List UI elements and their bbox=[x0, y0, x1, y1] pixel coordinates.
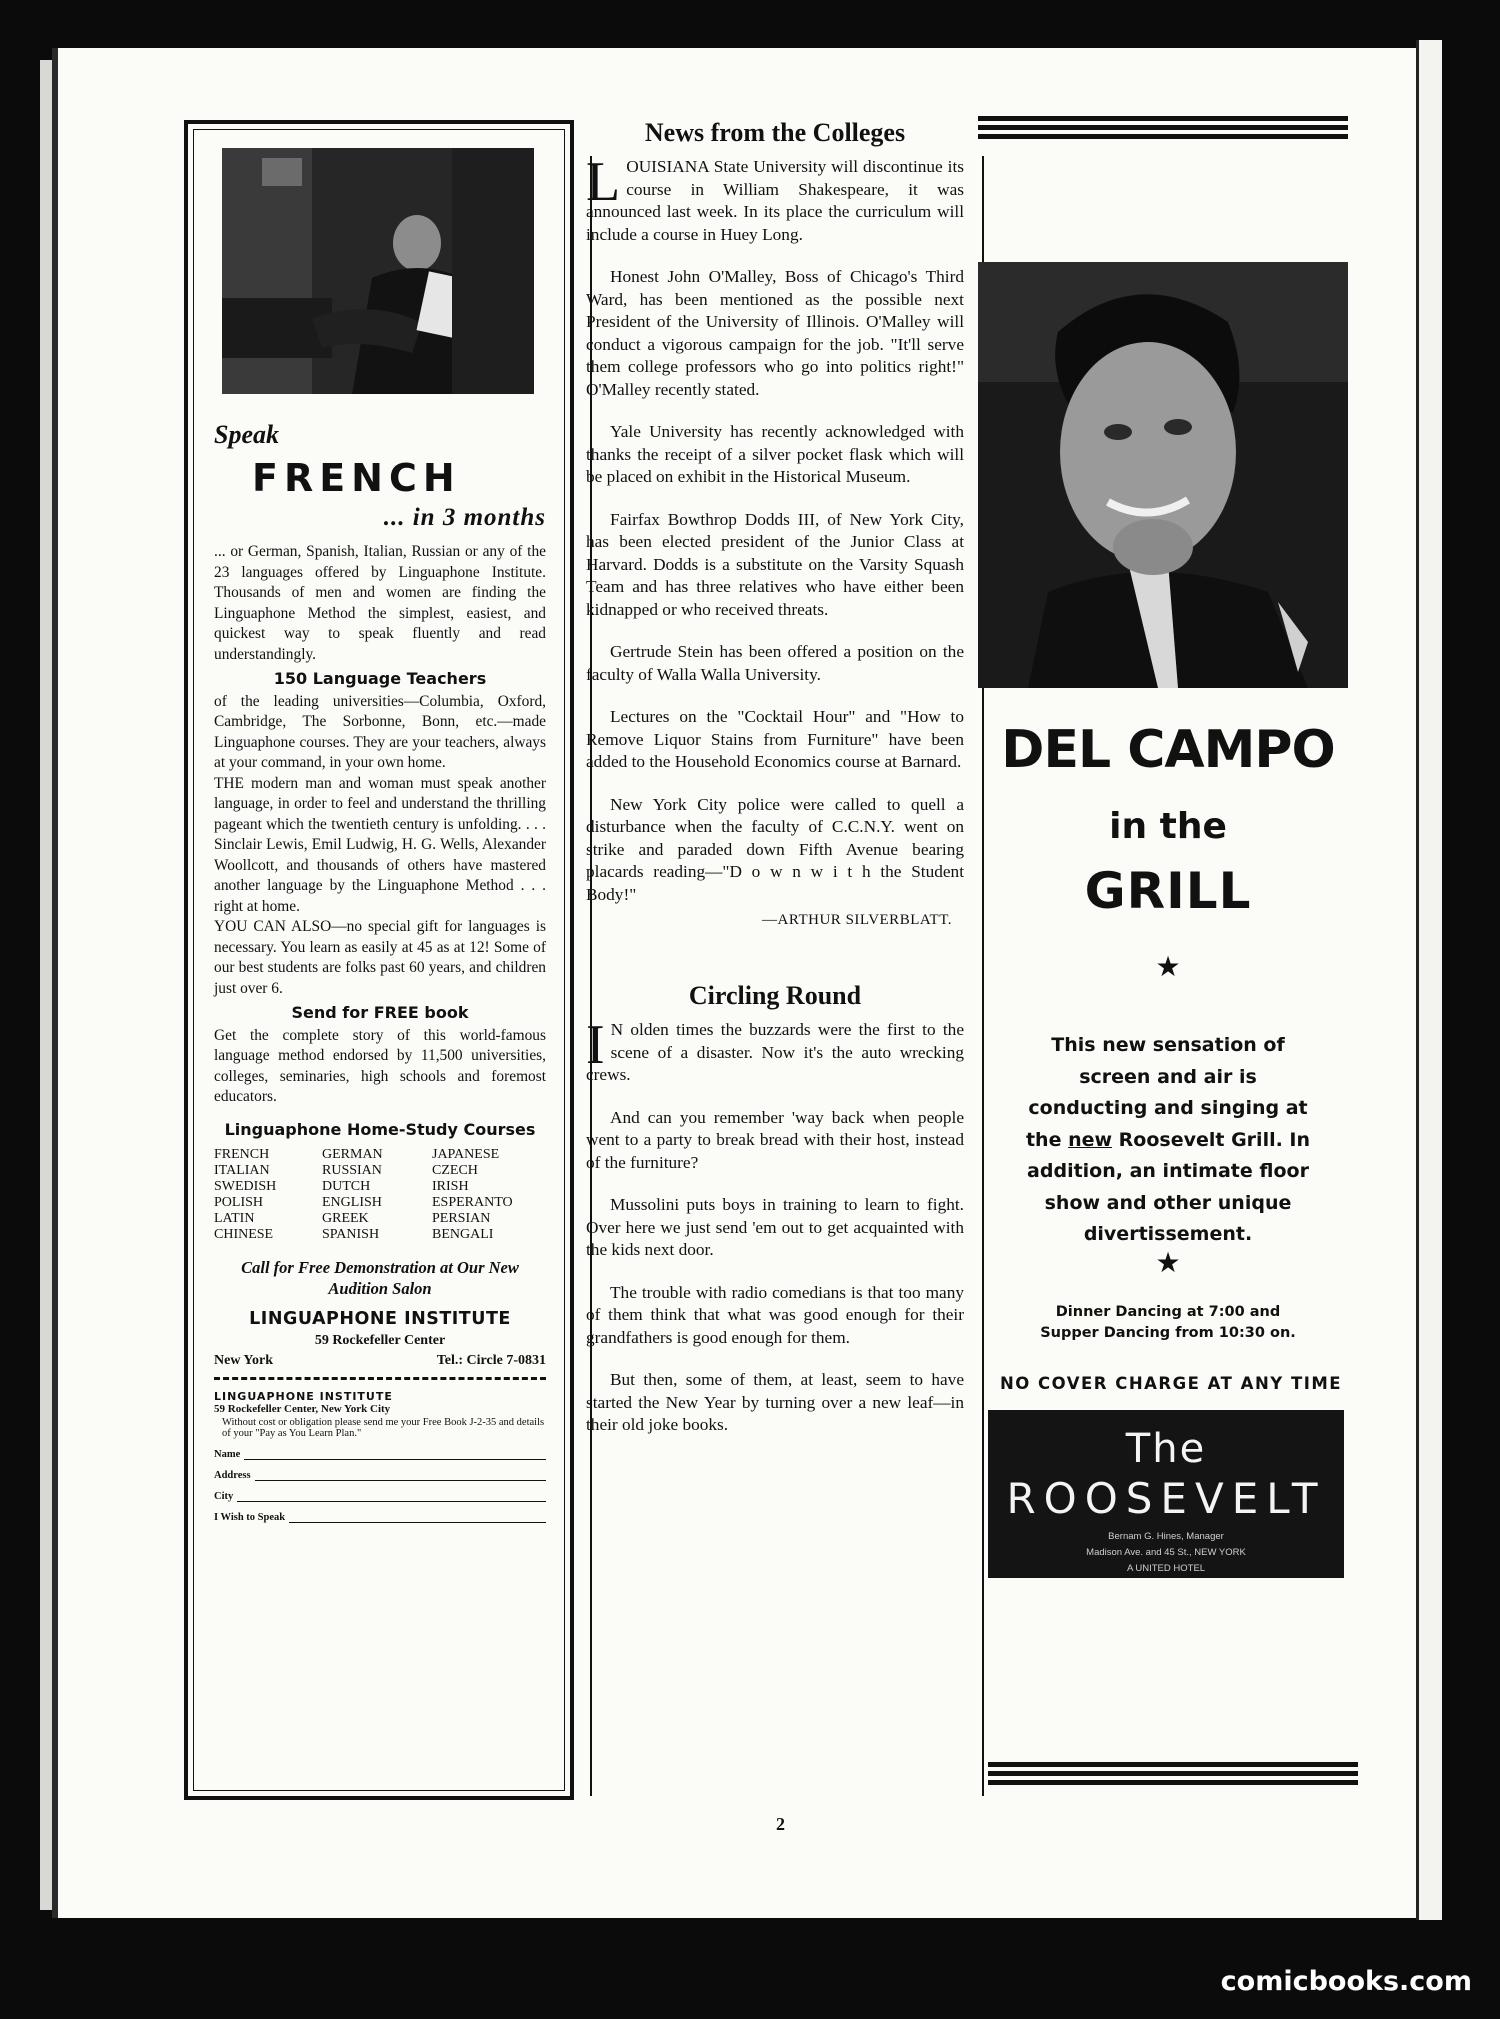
teachers-heading: 150 Language Teachers bbox=[273, 669, 487, 688]
no-cover-text: NO COVER CHARGE AT ANY TIME bbox=[999, 1374, 1343, 1393]
language-item: SWEDISH bbox=[214, 1178, 277, 1194]
circling-text: The trouble with radio comedians is that too many of them think that what was good enough for their grandfathers is good enough for them. bbox=[586, 1282, 964, 1347]
coupon-address: 59 Rockefeller Center, New York City bbox=[214, 1402, 391, 1415]
del-campo-headline: DEL CAMPO bbox=[1001, 720, 1335, 780]
circling-paragraph bbox=[586, 1014, 964, 1087]
circling-heading: Circling Round bbox=[688, 981, 862, 1010]
news-text: Honest John O'Malley, Boss of Chicago's Third Ward, has been mentioned as the possible next President of the University of Illinois. O'Malley will conduct a vigorous campaign for the job. "It'll serve them college professors who go into politics right!" O'Malley recently stated. bbox=[586, 267, 964, 399]
language-field[interactable] bbox=[214, 1512, 546, 1523]
institute-name: LINGUAPHONE INSTITUTE bbox=[249, 1308, 511, 1329]
watermark: comicbooks.com bbox=[1220, 1966, 1472, 1997]
news-text: New York City police were called to quell a disturbance when the faculty of C.C.N.Y. went on strike and paraded down Fifth Avenue bearing placards reading—"D o w n w i t h the Student Body!" bbox=[586, 794, 964, 904]
address-field[interactable] bbox=[214, 1470, 546, 1481]
language-item: PERSIAN bbox=[432, 1210, 491, 1226]
news-text: Gertrude Stein has been offered a position on the faculty of Walla Walla University. bbox=[586, 642, 964, 684]
name-field-label: Name bbox=[214, 1448, 241, 1460]
circling-paragraph bbox=[586, 1107, 964, 1175]
institute-address: 59 Rockefeller Center bbox=[314, 1332, 446, 1348]
free-book-heading: Send for FREE book bbox=[291, 1003, 469, 1022]
news-paragraph bbox=[586, 794, 964, 907]
location-text: Madison Ave. and 45 St., NEW YORK bbox=[1086, 1547, 1246, 1558]
name-field[interactable] bbox=[214, 1449, 546, 1460]
language-item: CZECH bbox=[432, 1162, 478, 1178]
news-text: Yale University has recently acknowledged with thanks the receipt of a silver pocket flask which will be placed on exhibit in the Historical Museum. bbox=[586, 422, 964, 486]
news-heading: News from the Colleges bbox=[644, 118, 906, 147]
coupon-title: LINGUAPHONE INSTITUTE bbox=[214, 1389, 393, 1403]
news-paragraph bbox=[586, 509, 964, 622]
roosevelt-ad bbox=[978, 112, 1364, 1802]
circling-paragraph bbox=[586, 1282, 964, 1350]
language-item: SPANISH bbox=[322, 1226, 380, 1242]
city-field[interactable] bbox=[214, 1491, 546, 1502]
circling-text: And can you remember 'way back when people went to a party to break bread with their host, instead of the furniture? bbox=[586, 1107, 964, 1172]
coupon bbox=[214, 1377, 546, 1523]
months-text: ... in 3 months bbox=[383, 504, 546, 531]
free-book-paragraph: Get the complete story of this world-famous language method endorsed by 11,500 universities, colleges, seminaries, high schools and foremost educators. bbox=[214, 1026, 546, 1105]
language-item: POLISH bbox=[214, 1194, 264, 1210]
new-word: new bbox=[1068, 1128, 1113, 1151]
news-paragraph bbox=[586, 151, 964, 246]
news-text: Lectures on the "Cocktail Hour" and "How to Remove Liquor Stains from Furniture" have been added to the Household Economics course at Barnard. bbox=[586, 707, 964, 771]
language-item: FRENCH bbox=[214, 1146, 270, 1162]
demonstration-text: Call for Free Demonstration at Our New Audition Salon bbox=[241, 1257, 519, 1298]
supper-dancing: Supper Dancing from 10:30 on. bbox=[1040, 1325, 1296, 1341]
the-text: The bbox=[1125, 1426, 1207, 1472]
star-icon: ★ bbox=[1155, 1248, 1181, 1279]
institute-city: New York bbox=[214, 1352, 273, 1368]
dinner-dancing: Dinner Dancing at 7:00 and bbox=[1055, 1304, 1281, 1320]
language-item: RUSSIAN bbox=[322, 1162, 382, 1178]
language-list bbox=[214, 1147, 546, 1243]
sensation-text bbox=[1018, 1030, 1318, 1251]
courses-title: Linguaphone Home-Study Courses bbox=[224, 1119, 536, 1139]
intro-paragraph: ... or German, Spanish, Italian, Russian or any of the 23 languages offered by Linguaphone Institute. Thousands of men and women are finding the Linguaphone Method the simplest, easiest, and quickest way to speak fluently and read understandingly. bbox=[214, 543, 546, 663]
drop-cap: L bbox=[586, 151, 621, 213]
bottom-rules bbox=[988, 1762, 1358, 1789]
top-rules bbox=[978, 116, 1348, 143]
address-field-label: Address bbox=[214, 1469, 251, 1481]
del-campo-photo bbox=[978, 262, 1348, 688]
linguaphone-ad bbox=[184, 120, 574, 1800]
coupon-text: Without cost or obligation please send me your Free Book J-2-35 and details of your "Pay as You Learn Plan." bbox=[222, 1416, 545, 1439]
page-shadow bbox=[40, 60, 52, 1910]
speak-text: Speak bbox=[214, 420, 279, 449]
page-edge bbox=[1416, 40, 1442, 1920]
dancing-times bbox=[978, 1302, 1358, 1344]
circling-text: N olden times the buzzards were the first to the scene of a disaster. Now it's the auto wrecking crews. bbox=[586, 1020, 964, 1084]
in-the-text: in the bbox=[1109, 806, 1227, 847]
news-list bbox=[586, 151, 964, 906]
language-item: JAPANESE bbox=[432, 1146, 500, 1162]
drop-cap: I bbox=[586, 1014, 605, 1076]
circling-list bbox=[586, 1014, 964, 1437]
city-field-label: City bbox=[214, 1490, 234, 1502]
news-text: OUISIANA State University will discontinue its course in William Shakespeare, it was announced last week. In its place the curriculum will include a course in Huey Long. bbox=[586, 157, 964, 244]
page-number: 2 bbox=[776, 1814, 785, 1834]
french-title: FRENCH bbox=[252, 456, 461, 500]
language-field-label: I Wish to Speak bbox=[214, 1511, 286, 1523]
news-paragraph bbox=[586, 641, 964, 686]
man-reading-photo bbox=[222, 148, 534, 394]
sensation-text-start: This new sensation of screen and air is conducting and singing at the bbox=[1025, 1034, 1308, 1151]
language-item: CHINESE bbox=[214, 1226, 274, 1242]
circling-text: Mussolini puts boys in training to learn to fight. Over here we just send 'em out to get acquainted with the kids next door. bbox=[586, 1195, 964, 1259]
language-item: GREEK bbox=[322, 1210, 369, 1226]
teachers-paragraph: of the leading universities—Columbia, Oxford, Cambridge, The Sorbonne, Bonn, etc.—made Linguaphone courses. They are your teachers, always at your command, in your own home. bbox=[214, 692, 546, 771]
roosevelt-logo bbox=[988, 1410, 1344, 1578]
signature: —ARTHUR SILVERBLATT. bbox=[762, 912, 952, 928]
sensation-text-end: Roosevelt Grill. In addition, an intimate floor show and other unique divertissement. bbox=[1027, 1128, 1311, 1245]
language-item: ITALIAN bbox=[214, 1162, 270, 1178]
star-icon: ★ bbox=[1155, 952, 1181, 983]
hotel-text: A UNITED HOTEL bbox=[1126, 1563, 1206, 1574]
modern-paragraph: THE modern man and woman must speak another language, in order to feel and understand the thrilling pageant which the twentieth century is unfolding. . . . Sinclair Lewis, Emil Ludwig, H. G. Wells, Alexander Woollcott, and thousands of others have mastered another language by the Linguaphone Method . . . right at home. bbox=[214, 774, 546, 915]
middle-column bbox=[586, 118, 964, 1457]
news-text: Fairfax Bowthrop Dodds III, of New York City, has been elected president of the Junior Class at Harvard. Dodds is a substitute on the Varsity Squash Team and has three relatives who have either been kidnapped or who received threats. bbox=[586, 509, 964, 619]
language-item: ESPERANTO bbox=[432, 1194, 513, 1210]
circling-paragraph bbox=[586, 1194, 964, 1262]
news-paragraph bbox=[586, 706, 964, 774]
circling-text: But then, some of them, at least, seem to have started the New Year by turning over a new leaf—in their old joke books. bbox=[586, 1370, 964, 1434]
manager-text: Bernam G. Hines, Manager bbox=[1108, 1531, 1224, 1542]
institute-phone: Tel.: Circle 7-0831 bbox=[436, 1352, 546, 1368]
news-paragraph bbox=[586, 266, 964, 401]
language-item: IRISH bbox=[432, 1178, 469, 1194]
language-item: LATIN bbox=[214, 1210, 255, 1226]
language-item: GERMAN bbox=[322, 1146, 383, 1162]
language-item: BENGALI bbox=[432, 1226, 494, 1242]
roosevelt-name: ROOSEVELT bbox=[1006, 1474, 1326, 1523]
news-paragraph bbox=[586, 421, 964, 489]
language-item: ENGLISH bbox=[322, 1194, 382, 1210]
language-item: DUTCH bbox=[322, 1178, 371, 1194]
circling-paragraph bbox=[586, 1369, 964, 1437]
grill-text: GRILL bbox=[1084, 862, 1252, 920]
youcan-paragraph: YOU CAN ALSO—no special gift for languages is necessary. You learn as easily at 45 as at 12! Some of our best students are folks past 60 years, and children just over 6. bbox=[214, 918, 546, 997]
